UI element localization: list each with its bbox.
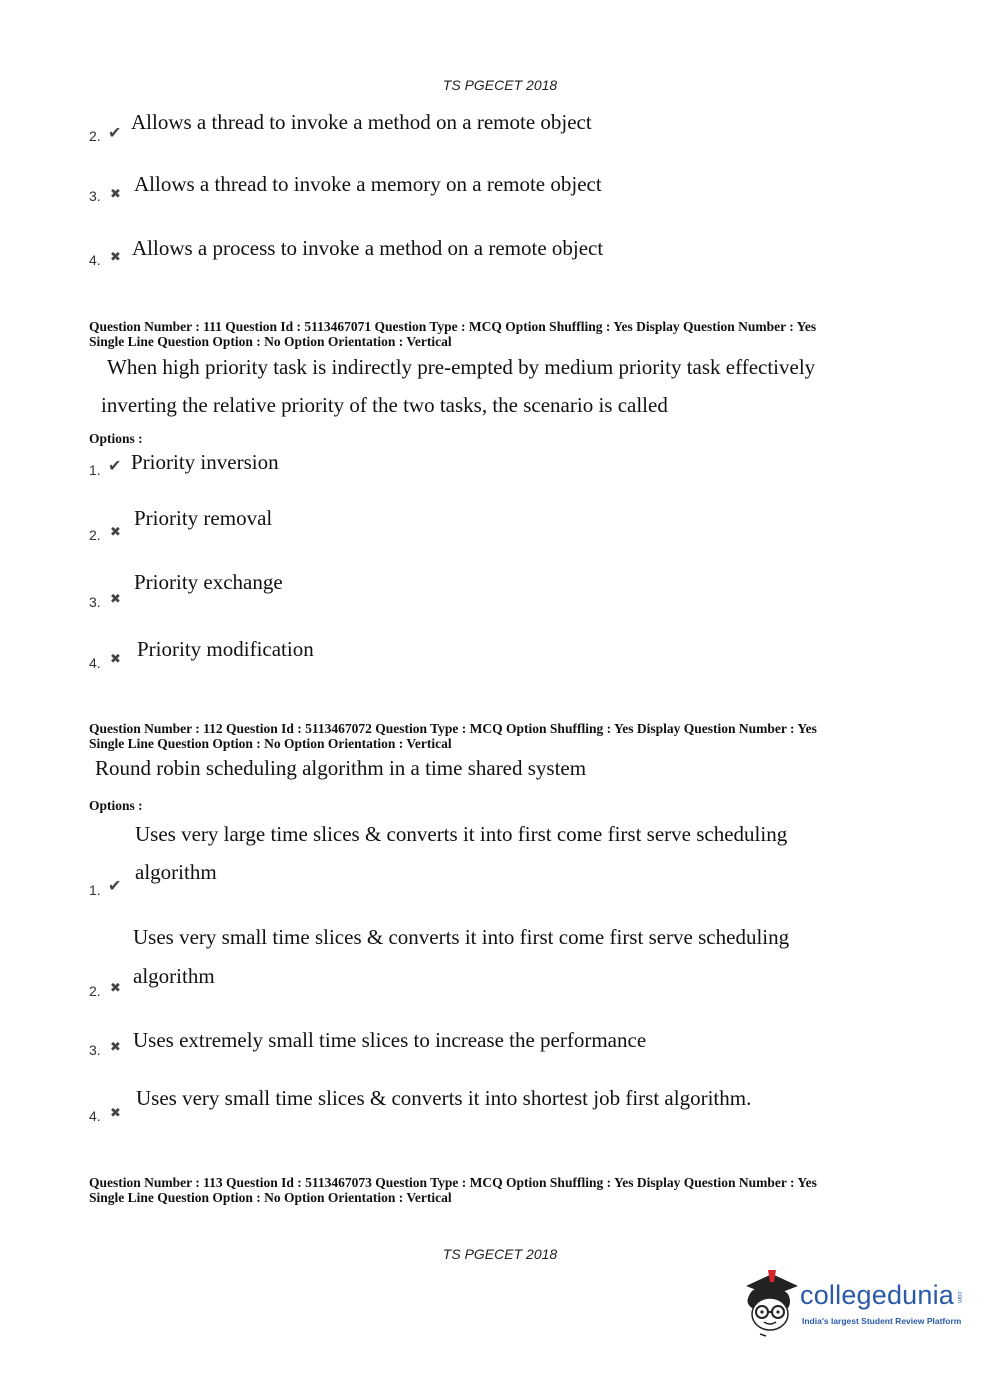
option-text: Allows a thread to invoke a memory on a remote object — [134, 172, 602, 196]
question-text: Round robin scheduling algorithm in a time shared system — [95, 756, 587, 780]
page-footer: TS PGECET 2018 — [442, 1246, 558, 1262]
correct-check-icon: ✔ — [108, 878, 122, 895]
option-number: 2. — [89, 983, 101, 999]
option-number: 4. — [89, 655, 101, 671]
wrong-cross-icon: ✖ — [110, 1105, 121, 1120]
wrong-cross-icon: ✖ — [110, 651, 121, 666]
wrong-cross-icon: ✖ — [110, 980, 121, 995]
collegedunia-logo[interactable] — [738, 1268, 978, 1340]
option-number: 3. — [89, 594, 101, 610]
option-text: Allows a process to invoke a method on a remote object — [132, 236, 604, 260]
option-number: 1. — [89, 882, 101, 898]
option-number: 3. — [89, 1042, 101, 1058]
option-text: Uses very small time slices & converts it into first come first serve scheduling — [133, 925, 790, 949]
question-text: inverting the relative priority of the two tasks, the scenario is called — [101, 393, 668, 417]
option-number: 1. — [89, 462, 101, 478]
option-number: 2. — [89, 128, 101, 144]
option-text: Priority inversion — [131, 450, 279, 474]
mascot-icon — [738, 1268, 802, 1340]
question-meta: Question Number : 112 Question Id : 5113467072 Question Type : MCQ Option Shuffling : Yes Display Question Number : Yes — [89, 721, 817, 736]
option-text: algorithm — [135, 860, 217, 884]
page-header: TS PGECET 2018 — [442, 77, 558, 93]
option-text: Priority removal — [134, 506, 273, 530]
wrong-cross-icon: ✖ — [110, 1039, 121, 1054]
logo-tagline: India's largest Student Review Platform — [802, 1316, 962, 1326]
option-text: Uses very large time slices & converts it into first come first serve scheduling — [135, 822, 788, 846]
question-text: When high priority task is indirectly pre-empted by medium priority task effectively — [107, 355, 816, 379]
question-meta: Question Number : 111 Question Id : 5113467071 Question Type : MCQ Option Shuffling : Yes Display Question Number : Yes — [89, 319, 817, 334]
options-label: Options : — [89, 798, 143, 813]
option-text: Uses extremely small time slices to increase the performance — [133, 1028, 647, 1052]
option-number: 4. — [89, 252, 101, 268]
wrong-cross-icon: ✖ — [110, 249, 121, 264]
wrong-cross-icon: ✖ — [110, 186, 121, 201]
question-meta: Question Number : 113 Question Id : 5113467073 Question Type : MCQ Option Shuffling : Yes Display Question Number : Yes — [89, 1175, 817, 1190]
question-meta: Single Line Question Option : No Option Orientation : Vertical — [89, 334, 452, 349]
wrong-cross-icon: ✖ — [110, 524, 121, 539]
option-text: Priority modification — [137, 637, 314, 661]
question-meta: Single Line Question Option : No Option Orientation : Vertical — [89, 1190, 452, 1205]
option-number: 2. — [89, 527, 101, 543]
options-label: Options : — [89, 431, 143, 446]
option-number: 3. — [89, 188, 101, 204]
logo-wordmark: collegedunia — [800, 1280, 955, 1310]
option-text: Priority exchange — [134, 570, 283, 594]
option-text: Allows a thread to invoke a method on a remote object — [131, 110, 592, 134]
option-text: algorithm — [133, 964, 215, 988]
correct-check-icon: ✔ — [108, 125, 122, 142]
question-meta: Single Line Question Option : No Option Orientation : Vertical — [89, 736, 452, 751]
option-number: 4. — [89, 1108, 101, 1124]
wrong-cross-icon: ✖ — [110, 591, 121, 606]
option-text: Uses very small time slices & converts it into shortest job first algorithm. — [136, 1086, 752, 1110]
logo-suffix: .com — [956, 1290, 962, 1304]
correct-check-icon: ✔ — [108, 458, 122, 475]
